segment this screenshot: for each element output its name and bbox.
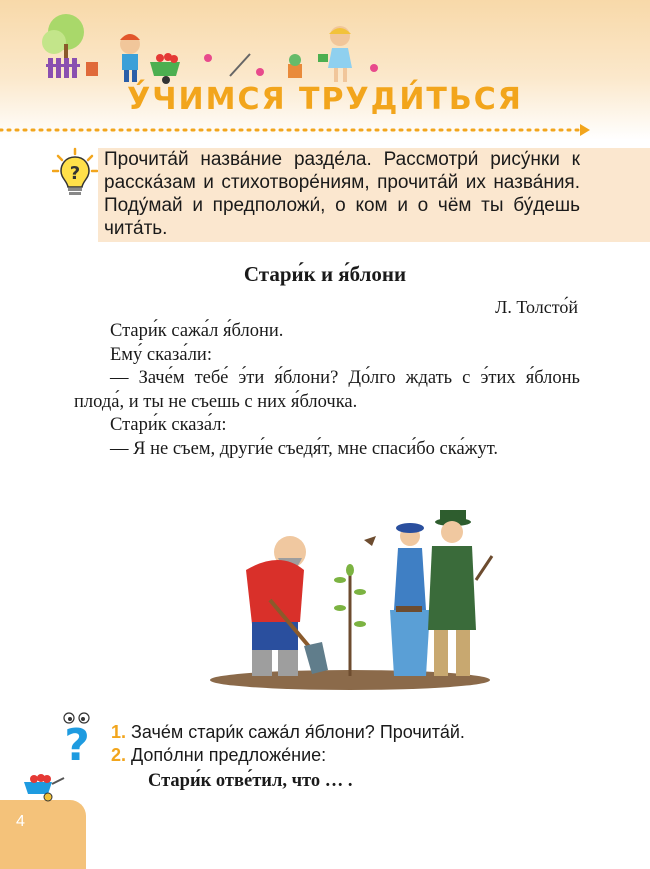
dotted-divider [0,124,650,136]
story-text [74,320,580,462]
story-paragraph: Ему́ сказа́ли: [110,344,212,365]
section-title: У́ЧИМСЯ ТРУДИ́ТЬСЯ [127,82,523,117]
answer-prompt: Стари́к отве́тил, что … . [148,771,353,791]
story-paragraph: — Заче́м тебе́ э́ти я́блони? До́лго ждать с э́тих я́блонь плода́, и ты не съешь с них я́блочка. [74,368,580,412]
question-number: 1. [111,722,127,742]
story-author: Л. Толсто́й [495,297,578,317]
question-text: Заче́м стари́к сажа́л я́блони? Прочита́й. [131,722,465,742]
question-item [111,744,581,767]
question-text: Допо́лни предложе́ние: [131,745,327,765]
story-paragraph: Стари́к сказа́л: [110,415,227,436]
svg-text:?: ? [69,163,81,184]
question-number: 2. [111,745,127,765]
story-paragraph: Стари́к сажа́л я́блони. [110,321,284,341]
lightbulb-question-icon [52,147,98,197]
page-number: 4 [16,813,25,830]
story-title: Стари́к и я́блони [243,262,407,286]
story-paragraph: — Я не съем, други́е съедя́т, мне спаси́бо ска́жут. [110,438,499,459]
wheelbarrow-apples-icon [20,770,66,802]
svg-text:?: ? [64,720,90,770]
page-tab [0,800,86,869]
question-mark-icon [60,712,94,770]
questions-list [111,721,581,767]
story-illustration [200,500,500,700]
task-instruction: Прочита́й назва́ние разде́ла. Рассмотри́ рису́нки к расска́зам и стихотворе́ниям, прочита́й их назва́ния. Поду́май и предположи́, о ком и о чём ты бу́дешь чита́ть. [104,149,580,239]
question-item [111,721,581,744]
